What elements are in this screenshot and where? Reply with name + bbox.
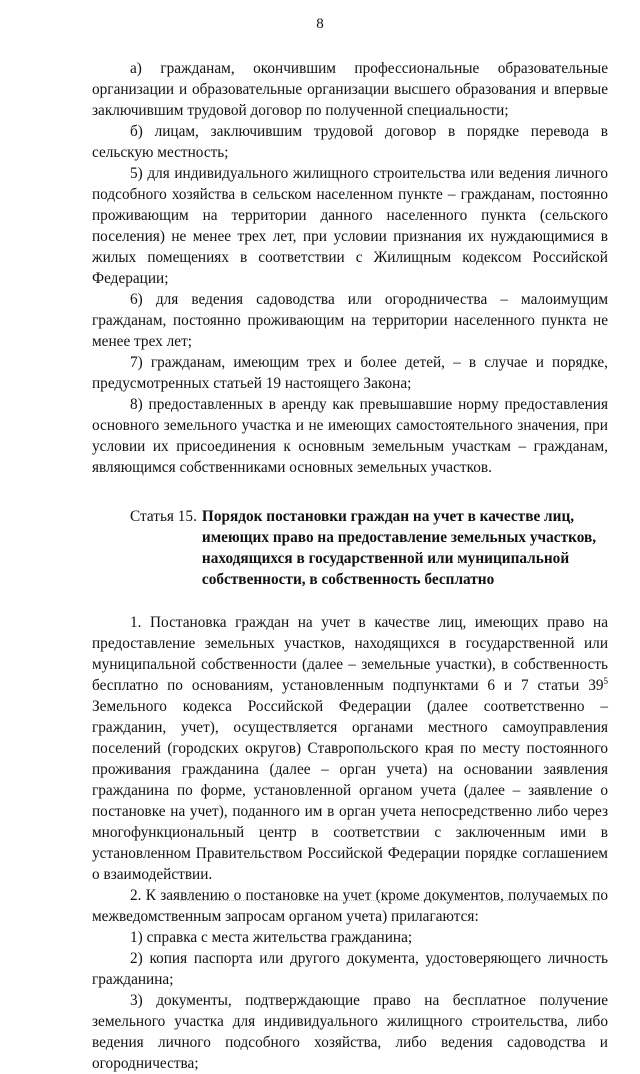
paragraph-a: а) гражданам, окончившим профессиональные образовательные организации и образовательные организации высшего образования и впервые заключившим трудовой договор по полученной специальности; <box>92 60 608 119</box>
paragraph-8: 8) предоставленных в аренду как превышавшие норму предоставления основного земельного участка и не имеющих самостоятельного значения, при условии их присоединения к основным земельным участкам – гражданам, являющимся собственниками основных земельных участков. <box>92 396 608 476</box>
paragraph-b: б) лицам, заключившим трудовой договор в порядке перевода в сельскую местность; <box>92 123 608 161</box>
list-item-2: 2) копия паспорта или другого документа, удостоверяющего личность гражданина; <box>92 950 608 988</box>
paragraph-1-text-start: 1. Постановка граждан на учет в качестве лиц, имеющих право на предоставление земельных участков, находящихся в государственной или муниципальной собственности (далее – земельные участки), в собственность бесплатно по основаниям, установленным подпунктами 6 и 7 статьи 39 <box>92 614 608 694</box>
list-item-1: 1) справка с места жительства гражданина; <box>130 929 413 946</box>
page-number: 8 <box>316 16 324 32</box>
article-title: Порядок постановки граждан на учет в качестве лиц, имеющих право на предоставление земельных участков, находящихся в государственной или муниципальной собственности, в собственность бесплатно <box>201 508 597 588</box>
document-body <box>92 58 608 1074</box>
article-heading <box>92 506 608 590</box>
paragraph-6: 6) для ведения садоводства или огородничества – малоимущим гражданам, постоянно проживающим на территории населенного пункта не менее трех лет; <box>92 291 608 350</box>
article-paragraph-2: 2. К заявлению о постановке на учет (кроме документов, получаемых по межведомственным запросам органом учета) прилагаются: <box>92 887 608 925</box>
article-label: Статья 15. <box>130 508 197 525</box>
paragraph-5: 5) для индивидуального жилищного строительства или ведения личного подсобного хозяйства в сельском населенном пункте – гражданам, постоянно проживающим на территории данного населенного пункта (сельского поселения) не менее трех лет, при условии признания их нуждающимися в жилых помещениях в соответствии с Жилищным кодексом Российской Федерации; <box>92 165 608 287</box>
paragraph-1-superscript: 5 <box>603 675 608 686</box>
article-paragraph-1 <box>92 612 608 885</box>
list-item-3: 3) документы, подтверждающие право на бесплатное получение земельного участка для индивидуального жилищного строительства, либо ведения личного подсобного хозяйства, либо ведения садоводства и огородничества; <box>92 992 608 1072</box>
bottom-edge-artifact <box>180 900 600 901</box>
paragraph-1-text-end: Земельного кодекса Российской Федерации (далее соответственно – гражданин, учет), осуществляется органами местного самоуправления поселений (городских округов) Ставропольского края по месту постоянного проживания гражданина (далее – орган учета) на основании заявления гражданина по форме, установленной органом учета (далее – заявление о постановке на учет), поданного им в орган учета непосредственно либо через многофункциональный центр в соответствии с заключенным ими в установленном Правительством Российской Федерации порядке соглашением о взаимодействии. <box>92 698 608 883</box>
paragraph-7: 7) гражданам, имеющим трех и более детей, – в случае и порядке, предусмотренных статьей 19 настоящего Закона; <box>92 354 608 392</box>
